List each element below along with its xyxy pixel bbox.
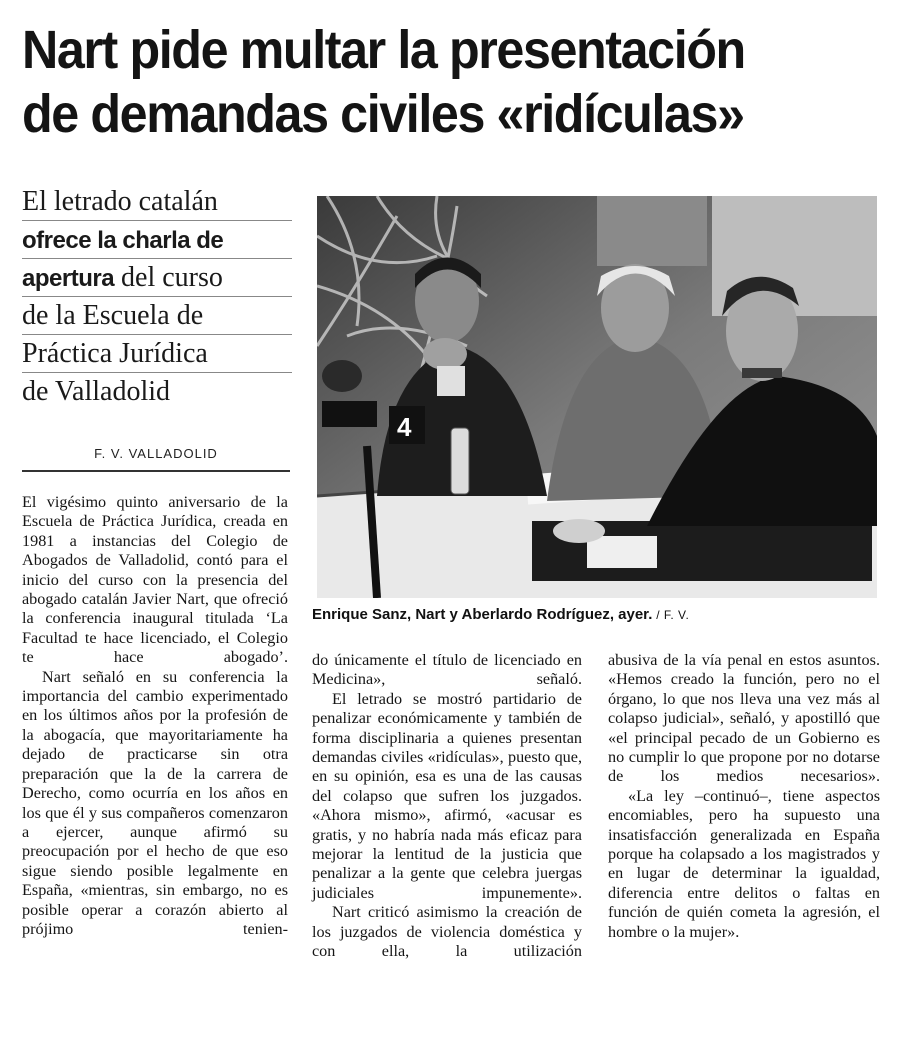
subtitle-line: de la Escuela de	[22, 297, 292, 335]
paragraph: El vigésimo quinto aniversario de la Escuela de Práctica Jurídica, creada en 1981 a instancias del Colegio de Abogados de Valladolid, contó para el inicio del curso con la presencia del abogado catalán Javier Nart, que ofreció la conferencia inaugural titulada ‘La Facultad te hace licenciado, el Colegio te hace abogado’.	[22, 493, 288, 667]
paragraph: «La ley –continuó–, tiene aspectos encomiables, pero ha supuesto una insatisfacción generalizada en España porque ha colapsado a los magistrados y en lugar de determinar la igualdad, diferencia entre delitos o faltas en función de quién cometa la agresión, el hombre o la mujer».	[608, 786, 880, 941]
subtitle-text: del curso	[114, 262, 223, 293]
paragraph: Nart criticó asimismo la creación de los juzgados de violencia doméstica y con ella, la utilización	[312, 903, 582, 961]
headline-line-1: Nart pide multar la presentación	[22, 20, 745, 80]
news-photo	[317, 196, 877, 598]
subtitle-line: Práctica Jurídica	[22, 335, 292, 373]
photo-caption	[312, 606, 892, 623]
subtitle-bold: ofrece la charla de	[22, 227, 224, 254]
subtitle-line	[22, 259, 292, 297]
paragraph: Nart señaló en su conferencia la importancia del cambio experimentado en los últimos años por la profesión de la abogacía, que mayoritariamente ha dejado de practicarse sin otra preparación que la de la carrera de Derecho, como ocurría en los años en los que él y sus compañeros comenzaron a ejercer, aunque afirmó su preocupación por el hecho de que eso sigue siendo posible legalmente en España, «mientras, sin embargo, no es posible operar a corazón abierto al prójimo tenien-	[22, 667, 288, 938]
body-column-3	[608, 651, 880, 942]
paragraph: do únicamente el título de licenciado en Medicina», señaló.	[312, 651, 582, 689]
body-column-2	[312, 651, 582, 962]
subtitle-bold: apertura	[22, 265, 115, 292]
paragraph: El letrado se mostró partidario de penalizar económicamente y también de forma disciplinaria a quienes presentan demandas civiles «ridículas», puesto que, en su opinión, esa es una de las causas del colapso que sufren los juzgados. «Ahora mismo», afirmó, «acusar es gratis, y no habría nada más eficaz para mejorar la lentitud de la justicia que penalizar a la gente que celebra juergas judiciales impunemente».	[312, 689, 582, 902]
paragraph: abusiva de la vía penal en estos asuntos. «Hemos creado la función, pero no el órgano, lo que nos lleva una vez más al colapso judicial», señaló, y apostilló que «el principal pecado de un Gobierno es no cumplir lo que propone por no dotarse de los medios necesarios».	[608, 651, 880, 786]
body-column-1	[22, 493, 288, 939]
photo-illustration	[317, 196, 877, 598]
caption-credit: / F. V.	[652, 608, 690, 622]
subtitle-line: El letrado catalán	[22, 183, 292, 221]
subtitle-line	[22, 221, 292, 259]
byline-text: F. V. VALLADOLID	[94, 446, 218, 461]
headline-line-2: de demandas civiles «ridículas»	[22, 84, 744, 144]
subtitle	[22, 183, 292, 410]
byline	[22, 446, 290, 461]
subtitle-line: de Valladolid	[22, 376, 171, 407]
byline-rule	[22, 470, 290, 472]
headline	[22, 18, 822, 146]
mic-label: 4	[397, 412, 412, 442]
caption-text: Enrique Sanz, Nart y Aberlardo Rodríguez, ayer.	[312, 606, 653, 623]
